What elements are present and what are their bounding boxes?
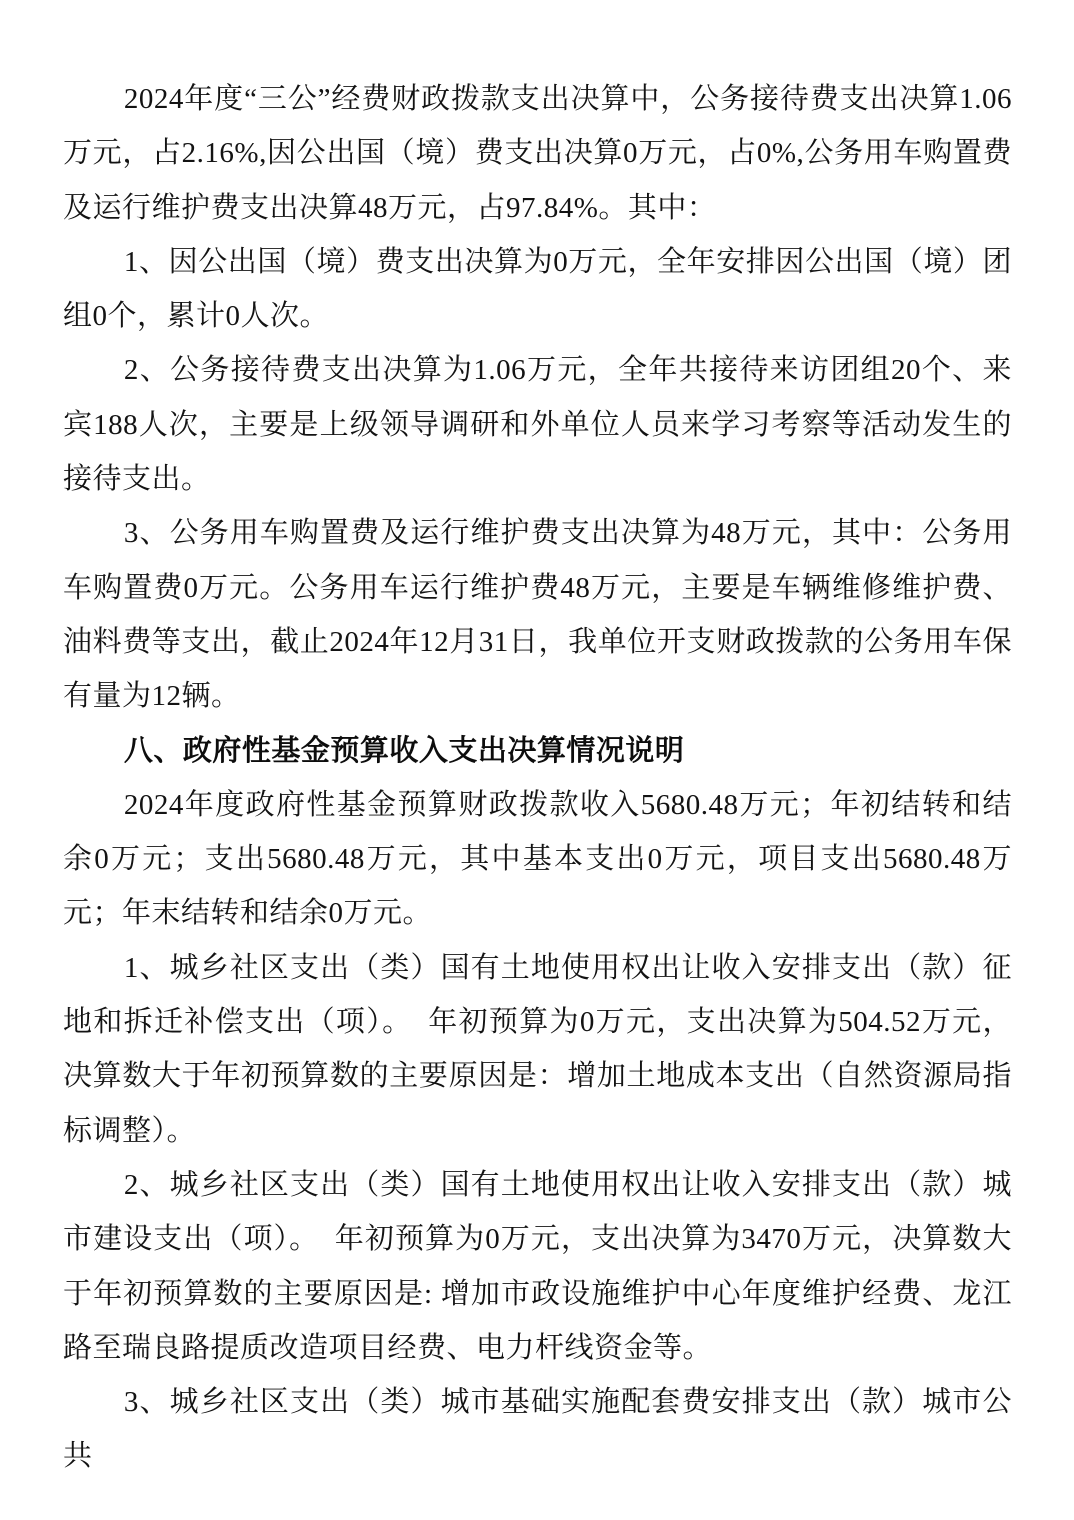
paragraph-item-3-vehicle-expense: 3、公务用车购置费及运行维护费支出决算为48万元，其中：公务用车购置费0万元。公务用车运行维护费48万元，主要是车辆维修维护费、油料费等支出，截止2024年12月31日，我单位开支财政拨款的公务用车保有量为12辆。: [63, 517, 1012, 713]
paragraph-fund-budget-summary: 2024年度政府性基金预算财政拨款收入5680.48万元；年初结转和结余0万元；支出5680.48万元，其中基本支出0万元，项目支出5680.48万元；年末结转和结余0万元。: [63, 788, 1012, 930]
section-heading-government-fund-budget: 八、政府性基金预算收入支出决算情况说明: [123, 734, 685, 767]
document-content: [63, 72, 1012, 1484]
paragraph-fund-item-1-land-compensation: 1、城乡社区支出（类）国有土地使用权出让收入安排支出（款）征地和拆迁补偿支出（项）。 年初预算为0万元，支出决算为504.52万元，决算数大于年初预算数的主要原因是：增加土地成本支出（自然资源局指标调整）。: [63, 951, 1012, 1147]
paragraph-item-1-abroad-expense: 1、因公出国（境）费支出决算为0万元，全年安排因公出国（境）团组0个，累计0人次。: [63, 245, 1012, 333]
paragraph-fund-item-2-city-construction: 2、城乡社区支出（类）国有土地使用权出让收入安排支出（款）城市建设支出（项）。 年初预算为0万元，支出决算为3470万元，决算数大于年初预算数的主要原因是: 增加市政设施维护中心年度维护经费、龙江路至瑞良路提质改造项目经费、电力杆线资金等。: [63, 1168, 1012, 1364]
paragraph-three-public-summary: 2024年度“三公”经费财政拨款支出决算中，公务接待费支出决算1.06万元，占2.16%,因公出国（境）费支出决算0万元，占0%,公务用车购置费及运行维护费支出决算48万元，占97.84%。其中：: [63, 83, 1012, 224]
paragraph-fund-item-3-city-infrastructure: 3、城乡社区支出（类）城市基础实施配套费安排支出（款）城市公共: [63, 1386, 1012, 1473]
paragraph-item-2-reception-expense: 2、公务接待费支出决算为1.06万元，全年共接待来访团组20个、来宾188人次，主要是上级领导调研和外单位人员来学习考察等活动发生的接待支出。: [63, 354, 1012, 496]
